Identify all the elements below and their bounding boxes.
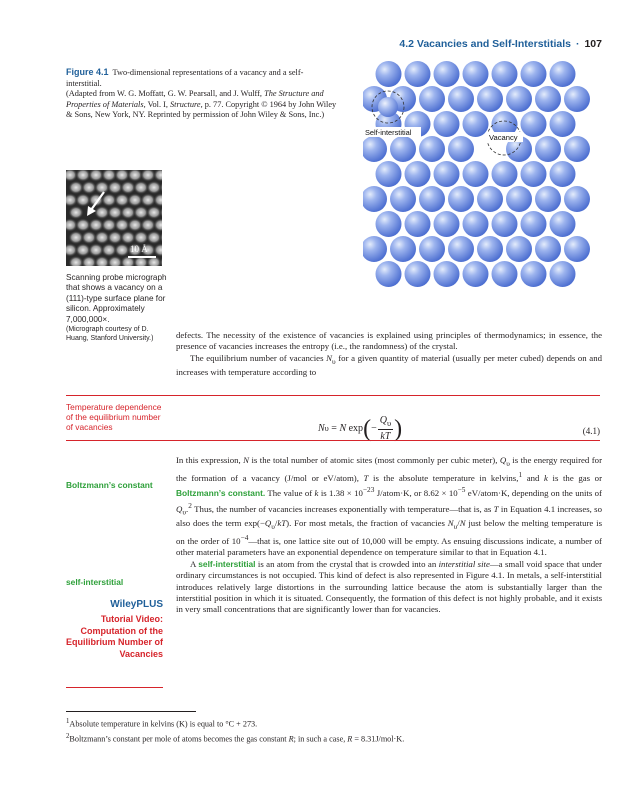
p3-Qsub: υ (506, 458, 510, 468)
lattice-atom (434, 111, 460, 137)
lattice-atom (463, 61, 489, 87)
paragraph-1 (176, 330, 602, 378)
lattice-atom (550, 261, 576, 287)
lattice-atom (477, 186, 503, 212)
p3-T: T (363, 473, 369, 484)
rule-top (66, 395, 600, 396)
footnote-2 (66, 731, 602, 745)
lattice-atom (434, 161, 460, 187)
p3-t16: / (457, 517, 460, 528)
paragraph-2 (176, 353, 602, 379)
lattice-atom (419, 136, 445, 162)
header-separator: · (575, 38, 580, 50)
lattice-atom (405, 161, 431, 187)
lattice-atom (463, 161, 489, 187)
page-number: 107 (584, 38, 602, 50)
micrograph-caption (66, 273, 172, 343)
p3-Nv: N (447, 517, 454, 528)
p3-t2: is the total number of atomic sites (most commonly per cubic meter), (249, 455, 500, 465)
paragraph-3-text (176, 455, 602, 559)
p3-t8: is 1.38 × 10 (318, 488, 363, 499)
eq-equals: = (328, 423, 340, 434)
eq-lhs: N (318, 423, 325, 434)
p3-Q3sub: υ (271, 521, 275, 531)
lattice-atom (463, 211, 489, 237)
paragraph-1-text: defects. The necessity of the existence of vacancies is explained using principles of thermodynamics; in essence, the presence of vacancies increases the entropy (i.e., the randomness) of the crystal. (176, 330, 602, 352)
lattice-atom (405, 211, 431, 237)
lattice-atom (521, 211, 547, 237)
lattice-atom (550, 61, 576, 87)
eq-fraction (378, 415, 393, 442)
p3-t15: ). For most metals, the fraction of vacancies (286, 517, 448, 528)
lattice-atom (535, 236, 561, 262)
p3-t18: —that is, one lattice site out of 10,000 will be empty. As ensuing discussions indicate, a number of other material parameters have an exponential dependence on temperature similar to that in Equation 4.1. (176, 535, 602, 558)
term-boltzmann: Boltzmann’s constant. (176, 488, 266, 499)
lattice-atom (506, 186, 532, 212)
p4-t1: A (190, 558, 199, 569)
p3-kT: kT (277, 517, 287, 528)
rule-mid (66, 440, 600, 441)
scale-label: 10 Å (130, 244, 148, 254)
lattice-atom (463, 111, 489, 137)
eq-numerator (378, 415, 393, 430)
eq-minus: − (371, 423, 377, 434)
lattice-atom (564, 86, 590, 112)
lattice-atom (419, 186, 445, 212)
footnote-2-c: = 8.31J/mol·K. (352, 734, 405, 744)
lattice-atom (448, 86, 474, 112)
p3-t10: eV/atom·K, depending on the units of (465, 488, 602, 499)
p4-italic: interstitial site (438, 558, 490, 569)
lattice-atom (448, 186, 474, 212)
lattice-atom (492, 261, 518, 287)
footnote-1 (66, 716, 602, 730)
lattice-atom (550, 161, 576, 187)
wileyplus-brand: WileyPLUS (110, 599, 163, 610)
wileyplus-box (66, 599, 163, 660)
lattice-atom (463, 261, 489, 287)
p3-Q: Q (499, 455, 507, 465)
lattice-atom (506, 236, 532, 262)
figure-caption-main: Two-dimensional representations of a vacancy and a self-interstitial. (66, 68, 304, 88)
footnote-2-R2: R (347, 734, 353, 744)
p3-t7: The value of (265, 488, 315, 499)
p3-t13: in Equation 4.1 increases, so also does the term exp(− (176, 503, 602, 528)
p3-T2: T (493, 503, 499, 514)
section-title: 4.2 Vacancies and Self-Interstitials (399, 38, 571, 50)
equation-number: (4.1) (582, 426, 600, 436)
eq-num-sub: υ (386, 419, 392, 428)
figure-book-rest: , p. 77. Copyright © 1964 by John Wiley & Sons, New York, NY. Reprinted by permission of John Wiley & Sons, Inc.) (66, 99, 337, 120)
lattice-atom (448, 236, 474, 262)
footnote-ref-2: 2 (188, 500, 192, 510)
eq-left-paren: ( (363, 415, 372, 442)
figure-book-title: The Structure and Properties of Materials (66, 89, 324, 109)
p3-Nvsub: υ (453, 521, 458, 531)
interstitial-atom (378, 97, 398, 117)
lattice-diagram (363, 60, 593, 288)
footnote-2-b: ; in such a case, (293, 734, 348, 744)
lattice-atom (521, 261, 547, 287)
lattice-atom (550, 111, 576, 137)
micrograph-image (66, 170, 162, 266)
lattice-atom (376, 261, 402, 287)
p2-b: for a given quantity of material (usually per meter cubed) depends on and increases with temperature according to (176, 352, 602, 377)
footnote-ref-1: 1 (518, 470, 523, 480)
lattice-atom (405, 261, 431, 287)
lattice-atom (492, 161, 518, 187)
running-header (340, 38, 602, 50)
figure-book-mid: , Vol. I, (143, 99, 171, 109)
lattice-atom (564, 186, 590, 212)
wileyplus-tutorial-link[interactable]: Tutorial Video: Computation of the Equilibrium Number of Vacancies (66, 614, 164, 659)
lattice-atom (564, 136, 590, 162)
footnote-1-text: Absolute temperature in kelvins (K) is equal to °C + 273. (69, 719, 258, 729)
eq-exp: exp (346, 423, 364, 434)
lattice-atom (492, 211, 518, 237)
p3-t5: and (522, 473, 545, 484)
eq-right-paren: ) (394, 415, 403, 442)
paragraph-3 (176, 455, 602, 616)
lattice-atom (434, 261, 460, 287)
figure-adapted-prefix: (Adapted from W. G. Moffatt, G. W. Pearsall, and J. Wulff, (66, 89, 265, 99)
footnote-2-R: R (288, 734, 294, 744)
p3-k: k (544, 473, 548, 484)
margin-note-boltzmann: Boltzmann’s constant (66, 480, 153, 490)
lattice-atom (535, 136, 561, 162)
equation-body (318, 415, 402, 442)
lattice-atom (550, 211, 576, 237)
lattice-atom (376, 161, 402, 187)
lattice-atom (419, 86, 445, 112)
lattice-atom (535, 186, 561, 212)
footnote-2-a: Boltzmann’s constant per mole of atoms becomes the gas constant (69, 734, 289, 744)
footnote-rule (66, 711, 196, 712)
lattice-atom (521, 111, 547, 137)
p3-t12: Thus, the number of vacancies increases exponentially with temperature—that is, as (191, 503, 494, 514)
p3-e3: −4 (240, 533, 249, 543)
lattice-atom (521, 161, 547, 187)
lattice-atom (434, 211, 460, 237)
p2-var: N (326, 352, 332, 363)
lattice-atom (477, 86, 503, 112)
lattice-atom (477, 236, 503, 262)
p3-Q2: Q (176, 503, 183, 514)
p3-t6: is the gas or (547, 473, 602, 484)
p3-t3: is the energy required for the formation of a vacancy (J/mol or eV/atom), (176, 455, 602, 484)
p3-Q3: Q (264, 517, 272, 528)
lattice-atom (390, 236, 416, 262)
paragraph-4 (176, 559, 602, 616)
lattice-atom (535, 86, 561, 112)
lattice-atom (419, 236, 445, 262)
p2-a: The equilibrium number of vacancies (190, 352, 327, 363)
eq-num: Q (379, 415, 387, 426)
footnote-2-mark: 2 (66, 733, 70, 740)
lattice-atom (434, 61, 460, 87)
p4-t2: is an atom from the crystal that is crowded into an (255, 558, 439, 569)
eq-denominator: kT (380, 431, 391, 442)
micrograph-caption-text: Scanning probe micrograph that shows a vacancy on a (111)-type surface plane for silicon. Approximately 7,000,000×. (66, 273, 167, 324)
equation-4-1 (176, 413, 602, 453)
footnote-1-mark: 1 (66, 718, 70, 725)
p3-e2: −5 (457, 485, 466, 495)
lattice-atom (390, 136, 416, 162)
p2-sub: υ (332, 356, 336, 366)
lattice-atom (521, 61, 547, 87)
p3-Q2sub: υ (182, 507, 186, 517)
p3-N2: N (459, 517, 466, 528)
lattice-atom (363, 236, 387, 262)
lattice-atom (492, 61, 518, 87)
vacancy-label: Vacancy (489, 133, 518, 142)
micrograph-credit: (Micrograph courtesy of D. Huang, Stanford University.) (66, 326, 154, 343)
margin-note-self-interstitial: self-interstitial (66, 577, 124, 587)
p4-t3: —a small void space that under ordinary circumstances is not occupied. This kind of defect is also represented in Figure 4.1. In metals, a self-interstitial introduces relatively large distortions in the surrounding lattice because the atom is substantially larger than the interstitial position in which it is situated. Consequently, the formation of this defect is not highly probable, and it exists in very small concentrations that are significantly lower than for vacancies. (176, 558, 602, 615)
lattice-atoms (363, 61, 590, 287)
p3-t17: just below the melting temperature is on the order of 10 (176, 517, 602, 546)
p3-t4: is the absolute temperature in kelvins, (368, 473, 519, 484)
figure-caption (66, 67, 338, 121)
lattice-atom (376, 211, 402, 237)
rule-wiley (66, 687, 163, 688)
micrograph-atom (68, 206, 84, 220)
lattice-atom (506, 86, 532, 112)
lattice-atom (448, 136, 474, 162)
p3-k2: k (314, 488, 319, 499)
p3-t1: In this expression, (176, 455, 244, 465)
self-interstitial-label: Self-interstitial (365, 128, 412, 137)
figure-volume-title: Structure (170, 99, 201, 109)
term-self-interstitial: self-interstitial (198, 558, 256, 569)
eq-n: N (339, 423, 347, 434)
p3-t14: / (274, 517, 278, 528)
eq-lhs-sub: υ (324, 424, 329, 433)
lattice-atom (363, 136, 387, 162)
margin-note-temperature: Temperature dependence of the equilibrium number of vacancies (66, 402, 162, 433)
lattice-atom (405, 61, 431, 87)
lattice-atom (376, 61, 402, 87)
lattice-atom (564, 236, 590, 262)
p3-e1: −23 (362, 485, 375, 495)
p3-N: N (243, 455, 250, 465)
p3-t11: . (186, 503, 189, 514)
figure-label: Figure 4.1 (66, 67, 109, 77)
lattice-atom (390, 186, 416, 212)
lattice-atom (363, 186, 387, 212)
p3-t9: J/atom·K, or 8.62 × 10 (374, 488, 458, 499)
